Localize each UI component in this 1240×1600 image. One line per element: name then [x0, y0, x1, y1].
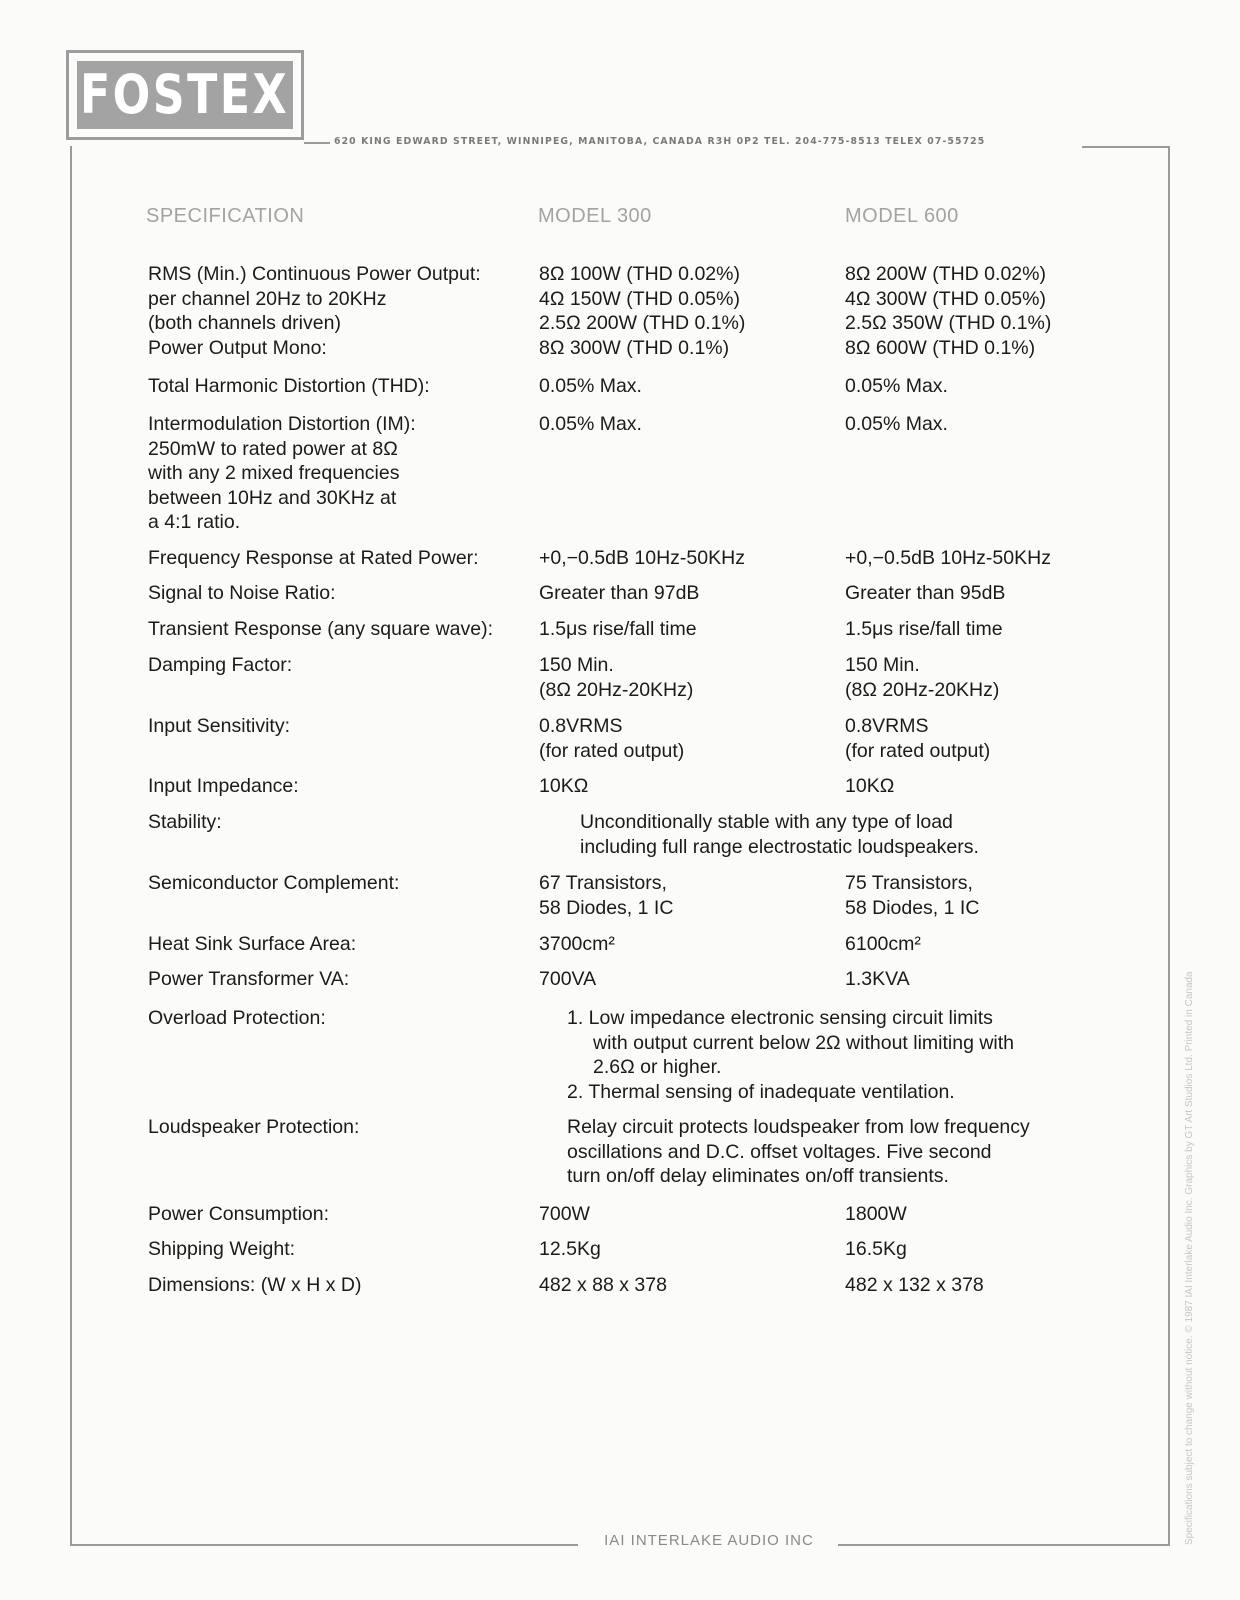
spec-label-line: Semiconductor Complement: — [148, 872, 400, 894]
model-300-value — [539, 617, 829, 642]
side-credit-note: Specifications subject to change without notice. © 1987 IAI Interlake Audio Inc. Graphics by GT Art Studios Ltd. Printed in Canada — [1184, 971, 1195, 1545]
spec-label — [148, 1115, 528, 1140]
model-600-value-line: 0.05% Max. — [845, 413, 948, 435]
model-300-value-line: 58 Diodes, 1 IC — [539, 896, 674, 919]
spec-label — [148, 810, 528, 835]
model-600-value — [845, 871, 1145, 920]
spec-label-line: Total Harmonic Distortion (THD): — [148, 375, 430, 397]
spec-label — [148, 653, 528, 678]
brand-logo-text: FOSTEX — [80, 63, 290, 126]
model-300-value — [539, 774, 829, 799]
model-600-value-line: 0.8VRMS — [845, 715, 929, 737]
spec-label-line: Shipping Weight: — [148, 1238, 296, 1260]
spec-label — [148, 412, 528, 535]
model-300-value-line: 4Ω 150W (THD 0.05%) — [539, 287, 740, 310]
model-300-value — [539, 871, 829, 920]
model-300-value — [539, 714, 829, 763]
model-600-value-line: 1800W — [845, 1203, 907, 1225]
model-600-value-line: 6100cm² — [845, 933, 921, 955]
spec-label-line: (both channels driven) — [148, 312, 341, 334]
spec-label — [148, 1273, 528, 1298]
model-300-value — [539, 932, 829, 957]
model-300-value — [539, 1237, 829, 1262]
spec-label-line: Frequency Response at Rated Power: — [148, 547, 479, 569]
model-600-value-line: 1.3KVA — [845, 968, 910, 990]
model-600-value-line: 482 x 132 x 378 — [845, 1274, 984, 1296]
model-300-value — [539, 374, 829, 399]
spec-label-line: Damping Factor: — [148, 654, 293, 676]
spec-label-line: Loudspeaker Protection: — [148, 1116, 360, 1138]
model-300-value-line: 482 x 88 x 378 — [539, 1274, 667, 1296]
model-600-value — [845, 774, 1145, 799]
spec-label-line: RMS (Min.) Continuous Power Output: — [148, 263, 481, 285]
spec-value-shared — [580, 810, 1150, 859]
model-300-value-line: (8Ω 20Hz-20KHz) — [539, 678, 694, 701]
spec-label-line: Overload Protection: — [148, 1007, 326, 1029]
model-600-value-line: 1.5μs rise/fall time — [845, 618, 1003, 640]
model-300-value-line: 700VA — [539, 968, 597, 990]
spec-label — [148, 262, 528, 360]
model-300-value-line: 0.05% Max. — [539, 413, 642, 435]
spec-label-line: 250mW to rated power at 8Ω — [148, 437, 398, 460]
company-address: 620 KING EDWARD STREET, WINNIPEG, MANITOBA, CANADA R3H 0P2 TEL. 204-775-8513 TELEX 07-55725 — [334, 136, 986, 147]
model-600-value — [845, 262, 1145, 360]
brand-logo-plate — [77, 61, 293, 129]
model-300-value-line: 700W — [539, 1203, 590, 1225]
spec-value-shared-line: Unconditionally stable with any type of load — [580, 811, 953, 833]
model-300-value-line: Greater than 97dB — [539, 582, 700, 604]
model-600-value — [845, 617, 1145, 642]
spec-label-line: Input Sensitivity: — [148, 715, 290, 737]
model-300-value-line: 1.5μs rise/fall time — [539, 618, 697, 640]
spec-label-line: Stability: — [148, 811, 222, 833]
model-300-value — [539, 1202, 829, 1227]
frame-top-rule-right — [1082, 146, 1170, 148]
spec-value-shared-line: 2. Thermal sensing of inadequate ventilation. — [567, 1080, 955, 1103]
model-600-value-line: (8Ω 20Hz-20KHz) — [845, 678, 1000, 701]
frame-top-rule-left — [304, 142, 330, 144]
spec-label-line: a 4:1 ratio. — [148, 511, 241, 533]
spec-label-line: Input Impedance: — [148, 775, 299, 797]
spec-value-shared-line: including full range electrostatic loudspeakers. — [580, 835, 979, 858]
spec-label — [148, 871, 528, 896]
model-600-value-line: 75 Transistors, — [845, 872, 973, 894]
spec-label — [148, 774, 528, 799]
model-300-value-line: 2.5Ω 200W (THD 0.1%) — [539, 312, 746, 334]
model-600-value — [845, 1273, 1145, 1298]
model-600-value-line: 58 Diodes, 1 IC — [845, 896, 980, 919]
frame-bottom-rule-right — [838, 1544, 1170, 1546]
model-600-value-line: 8Ω 200W (THD 0.02%) — [845, 263, 1046, 285]
spec-label-line: Heat Sink Surface Area: — [148, 933, 357, 955]
spec-value-shared-line: turn on/off delay eliminates on/off transients. — [567, 1165, 949, 1187]
model-600-value — [845, 967, 1145, 992]
spec-label-line: Intermodulation Distortion (IM): — [148, 413, 416, 435]
model-300-value — [539, 581, 829, 606]
spec-value-shared-line: oscillations and D.C. offset voltages. Five second — [567, 1140, 992, 1163]
model-600-value-line: +0,−0.5dB 10Hz-50KHz — [845, 547, 1051, 569]
spec-label-line: Power Output Mono: — [148, 336, 327, 359]
spec-value-shared-line: with output current below 2Ω without limiting with — [593, 1031, 1015, 1054]
model-600-value-line: 8Ω 600W (THD 0.1%) — [845, 336, 1036, 359]
spec-value-shared — [567, 1006, 1137, 1104]
column-header-model-300: MODEL 300 — [538, 205, 652, 227]
model-300-value-line: 3700cm² — [539, 933, 615, 955]
model-300-value-line: 8Ω 100W (THD 0.02%) — [539, 263, 740, 285]
model-600-value — [845, 412, 1145, 437]
model-300-value — [539, 653, 829, 702]
column-header-specification: SPECIFICATION — [146, 205, 305, 227]
model-300-value-line: 12.5Kg — [539, 1238, 601, 1260]
model-300-value-line: 0.05% Max. — [539, 375, 642, 397]
spec-label — [148, 546, 528, 571]
footer-company-name: IAI INTERLAKE AUDIO INC — [604, 1532, 814, 1549]
model-600-value — [845, 1237, 1145, 1262]
model-600-value-line: 0.05% Max. — [845, 375, 948, 397]
spec-label-line: Power Consumption: — [148, 1203, 330, 1225]
model-300-value — [539, 967, 829, 992]
spec-label — [148, 1202, 528, 1227]
model-600-value — [845, 714, 1145, 763]
spec-label — [148, 617, 528, 642]
model-600-value-line: 150 Min. — [845, 654, 920, 676]
model-600-value — [845, 581, 1145, 606]
frame-left-rule — [70, 146, 72, 1546]
spec-label-line: Transient Response (any square wave): — [148, 618, 494, 640]
spec-value-shared-line: 1. Low impedance electronic sensing circuit limits — [567, 1007, 993, 1029]
spec-label — [148, 581, 528, 606]
model-300-value-line: 67 Transistors, — [539, 872, 667, 894]
model-600-value-line: (for rated output) — [845, 739, 991, 762]
spec-label-line: Power Transformer VA: — [148, 968, 350, 990]
model-300-value — [539, 412, 829, 437]
model-600-value — [845, 653, 1145, 702]
model-300-value-line: 150 Min. — [539, 654, 614, 676]
spec-label — [148, 932, 528, 957]
model-300-value-line: 10KΩ — [539, 775, 589, 797]
model-600-value — [845, 1202, 1145, 1227]
model-600-value — [845, 932, 1145, 957]
spec-value-shared-line: 2.6Ω or higher. — [593, 1056, 722, 1078]
model-300-value — [539, 1273, 829, 1298]
spec-label-line: per channel 20Hz to 20KHz — [148, 287, 387, 310]
spec-label — [148, 967, 528, 992]
spec-label-line: Signal to Noise Ratio: — [148, 582, 336, 604]
model-600-value-line: 2.5Ω 350W (THD 0.1%) — [845, 312, 1052, 334]
spec-label — [148, 1237, 528, 1262]
model-300-value-line: +0,−0.5dB 10Hz-50KHz — [539, 547, 745, 569]
model-300-value — [539, 546, 829, 571]
spec-label-line: with any 2 mixed frequencies — [148, 462, 400, 484]
brand-logo — [66, 50, 304, 140]
column-header-model-600: MODEL 600 — [845, 205, 959, 227]
spec-label — [148, 374, 528, 399]
model-600-value-line: 4Ω 300W (THD 0.05%) — [845, 287, 1046, 310]
spec-label — [148, 714, 528, 739]
frame-right-rule — [1168, 146, 1170, 1546]
spec-value-shared — [567, 1115, 1137, 1189]
model-600-value — [845, 546, 1145, 571]
model-300-value-line: (for rated output) — [539, 739, 685, 762]
model-300-value — [539, 262, 829, 360]
spec-label — [148, 1006, 528, 1031]
model-600-value-line: Greater than 95dB — [845, 582, 1006, 604]
spec-label-line: Dimensions: (W x H x D) — [148, 1274, 362, 1296]
model-600-value — [845, 374, 1145, 399]
model-600-value-line: 16.5Kg — [845, 1238, 907, 1260]
model-300-value-line: 0.8VRMS — [539, 715, 623, 737]
spec-value-shared-line: Relay circuit protects loudspeaker from low frequency — [567, 1116, 1030, 1138]
frame-bottom-rule-left — [70, 1544, 578, 1546]
spec-label-line: between 10Hz and 30KHz at — [148, 486, 397, 509]
model-600-value-line: 10KΩ — [845, 775, 895, 797]
model-300-value-line: 8Ω 300W (THD 0.1%) — [539, 336, 730, 359]
